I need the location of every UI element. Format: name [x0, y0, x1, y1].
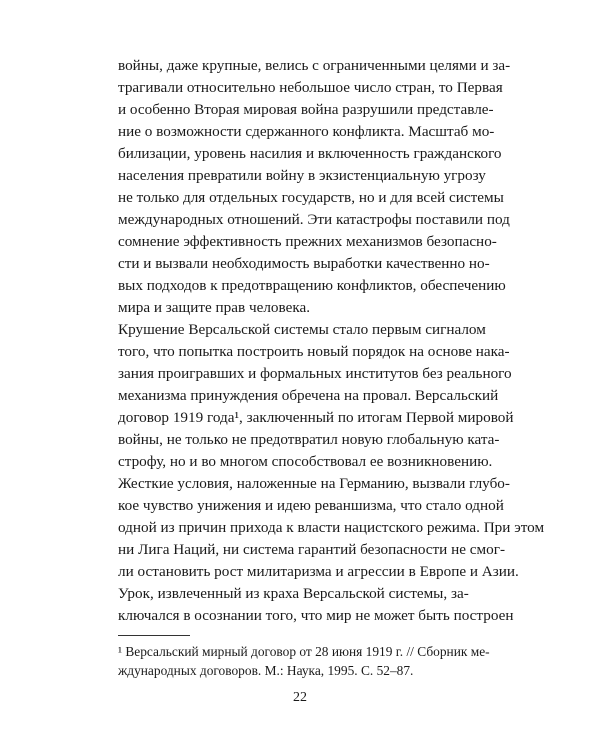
body-line-4: ние о возможности сдержанного конфликта. Масштаб мо-	[118, 123, 495, 140]
body-line-20: Жесткие условия, наложенные на Германию, вызвали глубо-	[118, 475, 510, 492]
body-line-5: билизации, уровень насилия и включенность гражданского	[118, 145, 502, 162]
body-line-12: мира и защите прав человека.	[118, 299, 311, 316]
footnote-divider	[118, 635, 190, 636]
body-line-17: договор 1919 года¹, заключенный по итогам Первой мировой	[118, 409, 514, 426]
body-line-9: сомнение эффективность прежних механизмов безопасно-	[118, 233, 497, 250]
body-line-26: ключался в осознании того, что мир не может быть построен	[118, 607, 514, 624]
body-line-10: сти и вызвали необходимость выработки качественно но-	[118, 255, 490, 272]
body-line-14: того, что попытка построить новый порядок на основе нака-	[118, 343, 510, 360]
body-line-13: Крушение Версальской системы стало первым сигналом	[118, 321, 486, 338]
body-line-1: войны, даже крупные, велись с ограниченными целями и за-	[118, 57, 511, 74]
body-line-25: Урок, извлеченный из краха Версальской системы, за-	[118, 585, 469, 602]
body-line-21: кое чувство унижения и идею реваншизма, что стало одной	[118, 497, 504, 514]
body-line-6: населения превратили войну в экзистенциальную угрозу	[118, 167, 486, 184]
body-line-16: механизма принуждения обречена на провал. Версальский	[118, 387, 499, 404]
body-line-8: международных отношений. Эти катастрофы поставили под	[118, 211, 510, 228]
body-line-2: трагивали относительно небольшое число стран, то Первая	[118, 79, 503, 96]
body-line-23: ни Лига Наций, ни система гарантий безопасности не смог-	[118, 541, 506, 558]
body-line-15: зания проигравших и формальных институтов без реального	[118, 365, 512, 382]
footnote-line-2: ждународных договоров. М.: Наука, 1995. С. 52–87.	[118, 663, 414, 678]
body-line-7: не только для отдельных государств, но и для всей системы	[118, 189, 504, 206]
body-line-18: войны, не только не предотвратил новую глобальную ката-	[118, 431, 500, 448]
page-number: 22	[293, 690, 307, 705]
body-line-24: ли остановить рост милитаризма и агрессии в Европе и Азии.	[118, 563, 519, 580]
body-line-19: строфу, но и во многом способствовал ее возникновению.	[118, 453, 493, 470]
footnote-line-1: ¹ Версальский мирный договор от 28 июня 1919 г. // Сборник ме-	[118, 644, 490, 659]
body-line-22: одной из причин прихода к власти нацистского режима. При этом	[118, 519, 545, 536]
body-line-3: и особенно Вторая мировая война разрушили представле-	[118, 101, 494, 118]
body-line-11: вых подходов к предотвращению конфликтов, обеспечению	[118, 277, 506, 294]
